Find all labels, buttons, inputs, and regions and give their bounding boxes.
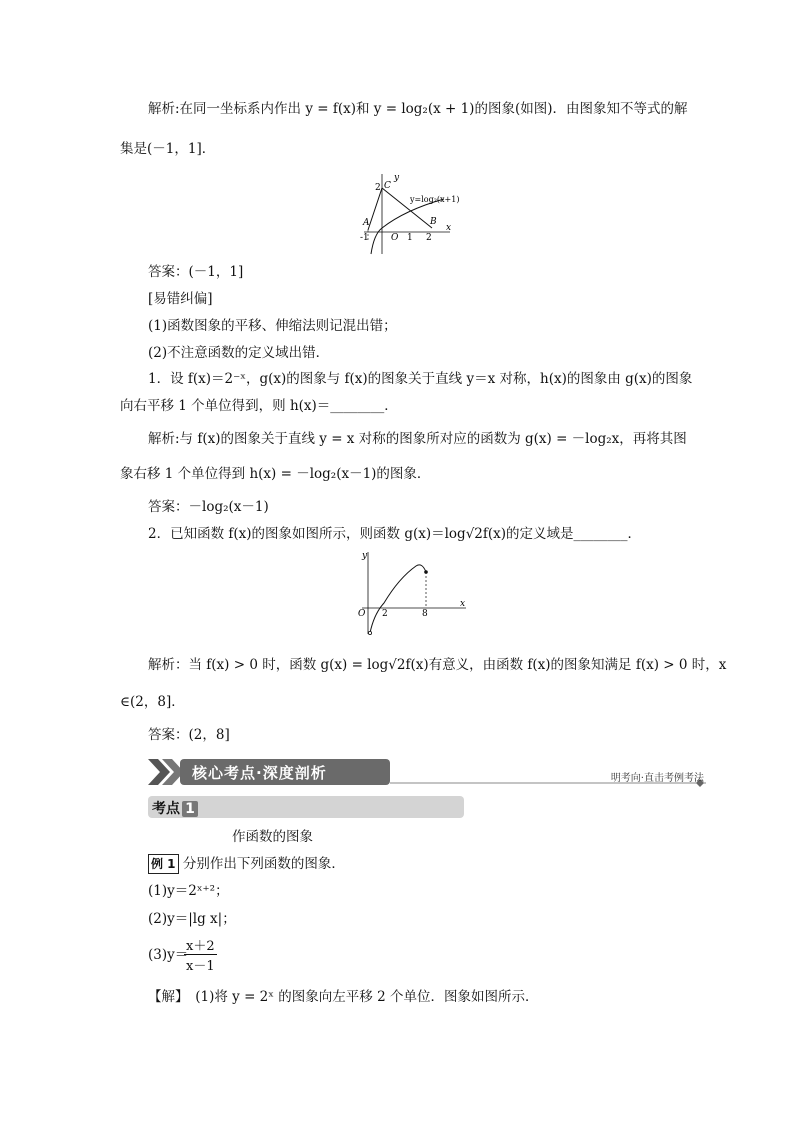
- text-line: (1)函数图象的平移、伸缩法则记混出错；: [148, 318, 397, 334]
- example-text: 分别作出下列函数的图象．: [182, 856, 345, 872]
- topic-label-text: 考点: [152, 801, 180, 817]
- fig1-x-label: x: [446, 223, 452, 233]
- text-line: [易错纠偏]: [148, 291, 213, 307]
- fig1-a-label: A: [363, 218, 370, 228]
- text-line: (2)不注意函数的定义域出错．: [148, 345, 330, 361]
- topic-title: 作函数的图象: [232, 829, 313, 845]
- figure-2: [354, 548, 468, 638]
- fig1-curve-label: y=log₂(x+1): [410, 195, 460, 204]
- example-line: [148, 854, 345, 874]
- text-line: 1．设 f(x)＝2⁻ˣ，g(x)的图象与 f(x)的图象关于直线 y＝x 对称，h(x)的图象由 g(x)的图象: [148, 371, 693, 387]
- fraction-denominator: x－1: [186, 959, 215, 974]
- fig2-y-label: y: [362, 551, 368, 561]
- fig1-y-label: y: [394, 173, 400, 183]
- topic-label: [152, 798, 198, 818]
- text-line: (2)y＝|lg x|；: [148, 911, 236, 927]
- fig2-eight-label: 8: [422, 609, 428, 619]
- text-line: 象右移 1 个单位得到 h(x) = －log₂(x－1)的图象．: [120, 466, 431, 482]
- fraction-numerator: x＋2: [184, 935, 217, 955]
- text-line: 解析:与 f(x)的图象关于直线 y = x 对称的图象所对应的函数为 g(x) = －log₂x，再将其图: [148, 431, 687, 447]
- text-line: 答案：(－1，1]: [148, 264, 244, 280]
- fig1-neg1-label: -1: [360, 233, 369, 243]
- text-line: 答案：－log₂(x－1): [148, 499, 269, 515]
- fig1-c-label: C: [384, 181, 391, 191]
- topic-bar: [148, 796, 464, 818]
- text-line: 答案：(2，8]: [148, 727, 230, 743]
- topic-number: 1: [182, 801, 198, 817]
- fig1-b-label: B: [430, 217, 437, 227]
- text-line: 集是(－1，1]．: [120, 141, 216, 157]
- example-label: 例 1: [148, 854, 179, 874]
- text-line: 解析：当 f(x) > 0 时，函数 g(x) = log√2f(x)有意义，由函数 f(x)的图象知满足 f(x) > 0 时，x: [148, 657, 727, 673]
- text-line: (3)y＝: [148, 947, 189, 963]
- text-line: 2．已知函数 f(x)的图象如图所示，则函数 g(x)＝log√2f(x)的定义域是________．: [148, 526, 642, 542]
- text-line: (1)y＝2ˣ⁺²；: [148, 883, 229, 899]
- banner-title: 核心考点·深度剖析: [192, 764, 327, 782]
- fig1-origin-label: O: [391, 233, 399, 243]
- fig2-origin-label: O: [358, 609, 366, 619]
- text-line: 向右平移 1 个单位得到，则 h(x)＝________．: [120, 398, 398, 414]
- text-line: ∈(2，8]．: [120, 694, 185, 710]
- fig2-two-label: 2: [382, 609, 388, 619]
- fig2-x-label: x: [460, 599, 466, 609]
- banner-tag: 明考向·直击考例考法: [610, 773, 704, 784]
- fig1-two-label: 2: [375, 183, 381, 193]
- fig1-one-label: 1: [407, 233, 413, 243]
- fig1-tick2-label: 2: [426, 233, 432, 243]
- fraction: [184, 935, 217, 974]
- section-banner: [148, 757, 708, 787]
- text-line: 解析:在同一坐标系内作出 y = f(x)和 y = log₂(x + 1)的图象(如图)．由图象知不等式的解: [148, 101, 688, 117]
- text-line: 【解】 (1)将 y = 2ˣ 的图象向左平移 2 个单位．图象如图所示．: [148, 989, 539, 1005]
- figure-1: [360, 172, 460, 256]
